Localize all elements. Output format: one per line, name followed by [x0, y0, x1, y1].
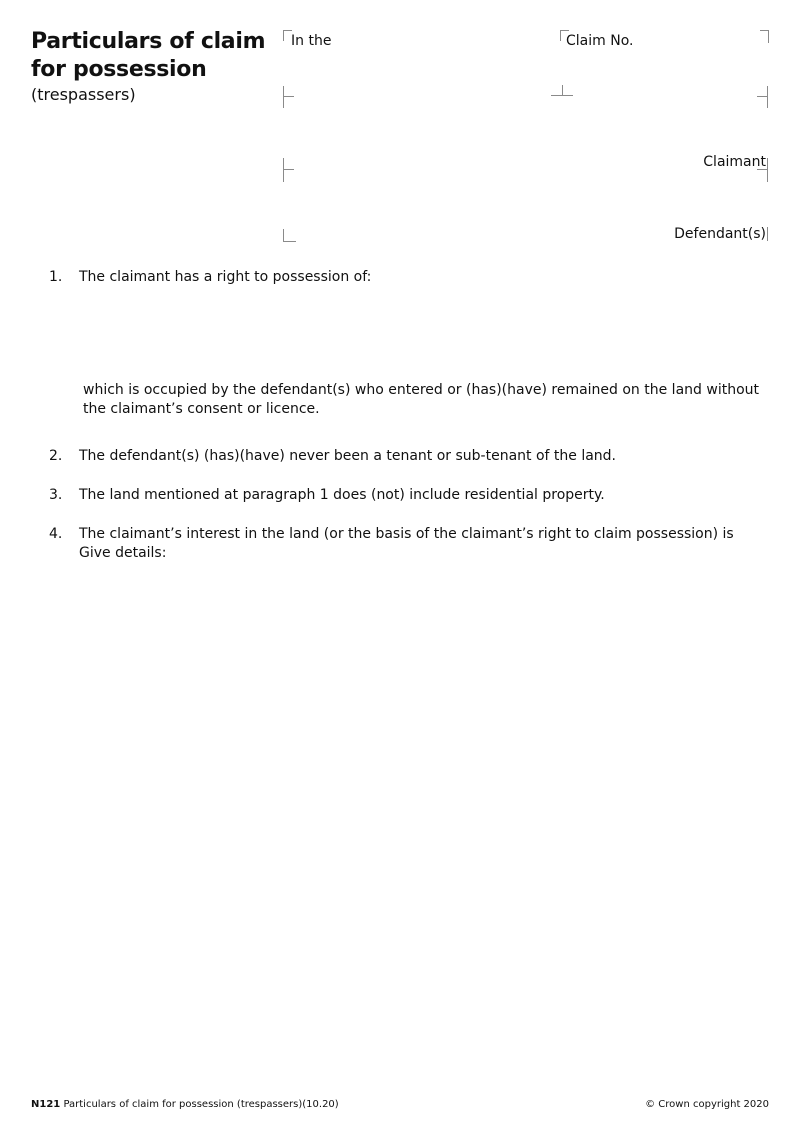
right-box-bottom-tick: [767, 86, 768, 108]
claim-box-corner-mark: [560, 30, 569, 41]
paragraph-1-continuation-line1: which is occupied by the defendant(s) who entered or (has)(have) remained on the land without: [83, 382, 759, 398]
paragraph-4-text-line1: The claimant’s interest in the land (or the basis of the claimant’s right to claim possession) is: [79, 526, 734, 542]
claimant-interest-details-field[interactable]: [79, 570, 767, 1070]
claim-no-label: Claim No.: [566, 33, 634, 49]
footer-copyright: © Crown copyright 2020: [645, 1099, 769, 1110]
paragraph-1-number: 1.: [49, 269, 63, 285]
paragraph-1-continuation-line2: the claimant’s consent or licence.: [83, 401, 320, 417]
paragraph-4-text-line2: Give details:: [79, 545, 167, 561]
claimant-name-field[interactable]: [286, 100, 768, 170]
claim-box-bottom-tick-v: [562, 85, 563, 95]
footer-form-code: N121: [31, 1099, 61, 1110]
footer-form-reference: [31, 1099, 339, 1111]
court-name-field[interactable]: [286, 50, 546, 96]
paragraph-2-text: The defendant(s) (has)(have) never been a tenant or sub-tenant of the land.: [79, 448, 617, 464]
claimant-box-left-tick-h: [284, 169, 294, 170]
footer-form-title: Particulars of claim for possession (trespassers)(10.20): [63, 1099, 339, 1110]
paragraph-4-number: 4.: [49, 526, 63, 542]
right-box-bottom-tick-h: [757, 96, 767, 97]
form-title-line2: for possession: [31, 57, 207, 82]
property-address-field[interactable]: [79, 292, 767, 376]
form-title-line1: Particulars of claim: [31, 29, 266, 54]
defendant-box-right-tick: [767, 227, 768, 241]
claim-box-bottom-tick-h: [551, 95, 573, 96]
paragraph-2-number: 2.: [49, 448, 63, 464]
claim-number-field[interactable]: [560, 50, 768, 96]
court-label: In the: [291, 33, 332, 49]
claimant-box-right-tick-h: [757, 169, 767, 170]
paragraph-3-text: The land mentioned at paragraph 1 does (not) include residential property.: [79, 487, 605, 503]
paragraph-4-text: [79, 525, 779, 563]
paragraph-1-continuation: [83, 381, 783, 419]
defendant-name-field[interactable]: [286, 172, 768, 242]
defendant-box-corner-mark: [283, 229, 296, 242]
court-box-corner-mark: [283, 30, 292, 41]
paragraph-1-text: The claimant has a right to possession of:: [79, 269, 372, 285]
defendant-label: Defendant(s): [674, 226, 766, 242]
claimant-box-left-tick: [283, 158, 284, 182]
paragraph-3-number: 3.: [49, 487, 63, 503]
claimant-box-right-tick: [767, 158, 768, 182]
court-box-bottom-tick-h: [284, 96, 294, 97]
claimant-label: Claimant: [703, 154, 766, 170]
form-title: [31, 28, 265, 84]
right-corner-mark: [760, 30, 769, 43]
court-box-bottom-tick: [283, 86, 296, 108]
form-subtitle: (trespassers): [31, 85, 136, 104]
